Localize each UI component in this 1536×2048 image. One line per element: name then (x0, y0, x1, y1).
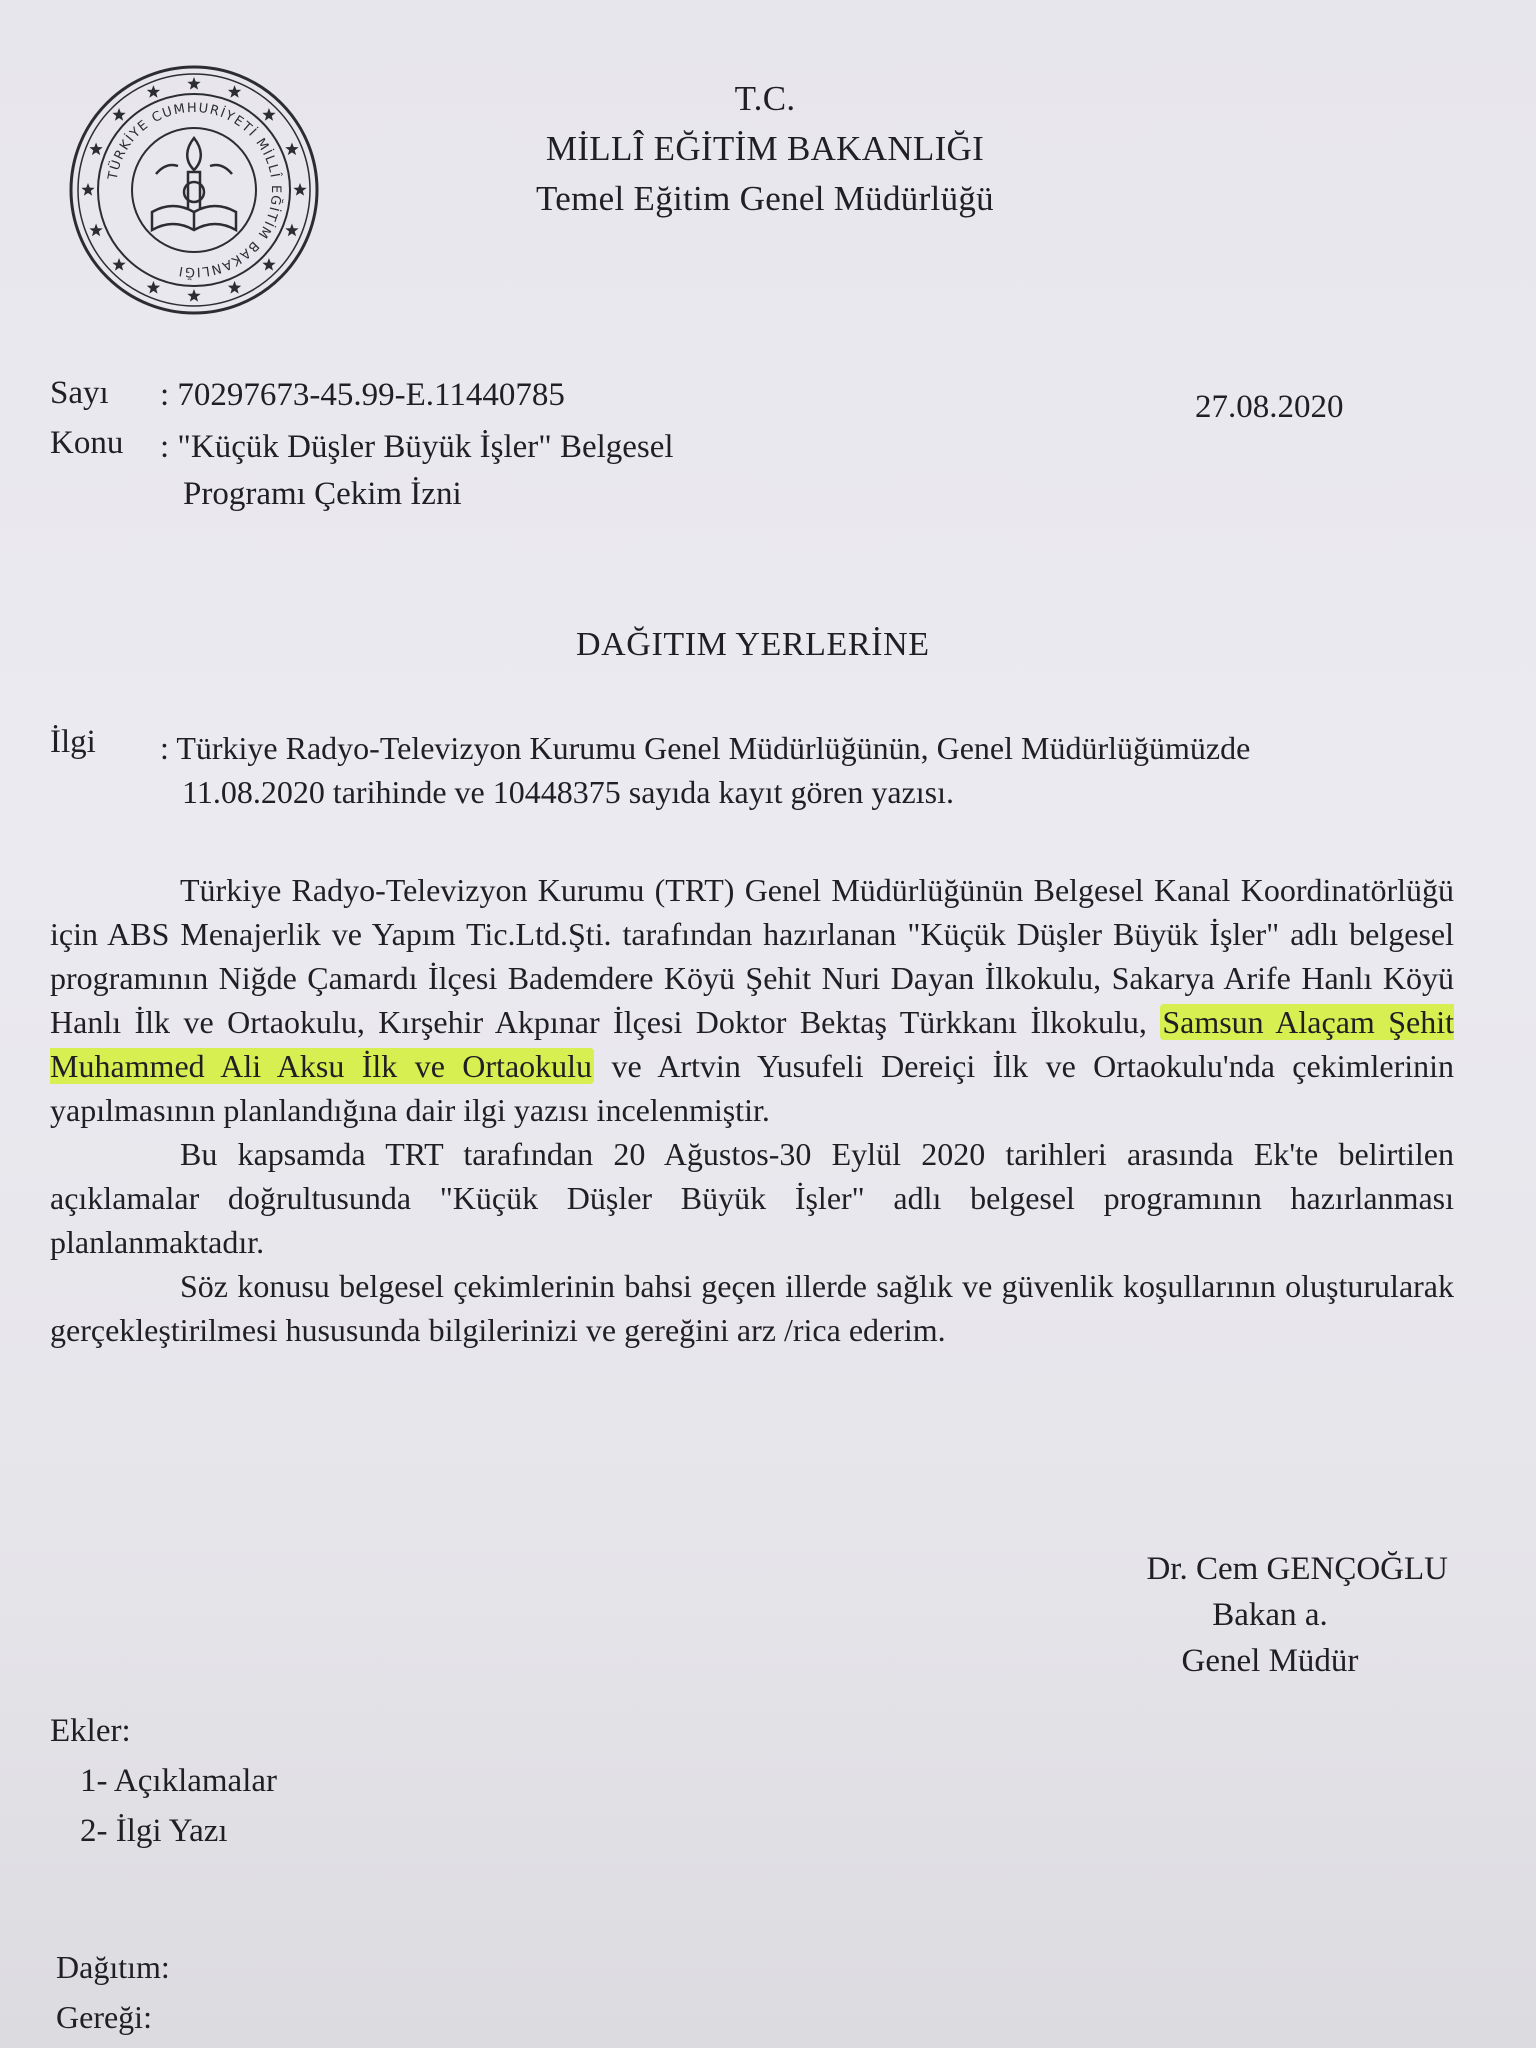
seal-star-icon (187, 77, 200, 90)
attachment-item: 1- Açıklamalar (80, 1763, 278, 1799)
seal-star-icon (112, 258, 125, 271)
konu-value: : "Küçük Düşler Büyük İşler" Belgesel (160, 429, 674, 465)
seal-star-icon (293, 183, 306, 196)
seal-star-icon (147, 85, 160, 98)
distribution-footer (56, 1942, 170, 2042)
sayi-value: : 70297673-45.99-E.11440785 (160, 377, 565, 413)
seal-star-icon (81, 183, 94, 196)
seal-star-icon (228, 281, 241, 294)
p1-text-after: ve Artvin Yusufeli Dereiçi İlk ve Ortaokulu'nda çekimlerinin yapılmasının planlandığına dair ilgi yazısı incelenmiştir. (50, 1048, 1455, 1128)
signatory-title: Genel Müdür (1181, 1643, 1359, 1679)
ilgi-text (160, 726, 1460, 814)
seal-star-icon (147, 281, 160, 294)
highlighted-school-name: Samsun Alaçam Şehit Muhammed Ali Aksu İlk ve Ortaokulu (50, 1004, 1455, 1084)
ministry-seal-logo (66, 62, 322, 318)
geregi-label: Gereği: (56, 1999, 152, 2035)
p1-text-before: Türkiye Radyo-Televizyon Kurumu (TRT) Genel Müdürlüğünün Belgesel Kanal Koordinatörlüğü için ABS Menajerlik ve Yapım Tic.Ltd.Şti. tarafından hazırlanan "Küçük Düşler Büyük İşler" adlı belgesel programının Niğde Çamardı İlçesi Bademdere Köyü Şehit Nuri Dayan İlkokulu, Sakarya Arife Hanlı Köyü Hanlı İlk ve Ortaokulu, Kırşehir Akpınar İlçesi Doktor Bektaş Türkkanı İlkokulu, (50, 872, 1454, 1040)
seal-star-icon (89, 142, 102, 155)
seal-star-icon (228, 85, 241, 98)
seal-graphic (66, 62, 322, 318)
body-paragraph-2: Bu kapsamda TRT tarafından 20 Ağustos-30 Eylül 2020 tarihleri arasında Ek'te belirtilen açıklamalar doğrultusunda "Küçük Düşler Büyük İşler" adlı belgesel programının hazırlanması planlanmaktadır. (50, 1136, 1454, 1260)
body-paragraph-3: Söz konusu belgesel çekimlerinin bahsi geçen illerde sağlık ve güvenlik koşullarının oluşturularak gerçekleştirilmesi hususunda bilgilerinizi ve gereğini arz /rica ederim. (50, 1268, 1454, 1348)
attachment-item: 2- İlgi Yazı (80, 1813, 228, 1849)
seal-star-icon (285, 142, 298, 155)
konu-value-continued: Programı Çekim İzni (183, 476, 462, 512)
ilgi-line-2: 11.08.2020 tarihinde ve 10448375 sayıda kayıt gören yazısı. (182, 774, 954, 810)
document-date: 27.08.2020 (1195, 389, 1344, 425)
seal-star-icon (285, 224, 298, 237)
header-tc: T.C. (734, 79, 796, 118)
ilgi-line-1: : Türkiye Radyo-Televizyon Kurumu Genel Müdürlüğünün, Genel Müdürlüğümüzde (160, 730, 1251, 766)
attachments-label: Ekler: (50, 1713, 131, 1749)
header-ministry: MİLLÎ EĞİTİM BAKANLIĞI (545, 129, 985, 168)
letterhead (420, 74, 1110, 224)
signatory-authority: Bakan a. (1212, 1597, 1328, 1633)
seal-star-icon (89, 224, 102, 237)
seal-star-icon (112, 108, 125, 121)
konu-label: Konu (50, 425, 124, 461)
seal-star-icon (262, 108, 275, 121)
signature-block (1070, 1546, 1470, 1684)
seal-ring-text: TÜRKİYE CUMHURİYETİ MİLLÎ EĞİTİM BAKANLIĞI (105, 100, 284, 280)
distribution-title: DAĞITIM YERLERİNE (576, 626, 930, 663)
ilgi-label: İlgi (50, 724, 96, 760)
seal-star-icon (262, 258, 275, 271)
attachments-section (50, 1706, 277, 1856)
seal-star-icon (187, 289, 200, 302)
letter-body (50, 868, 1454, 1352)
sayi-label: Sayı (50, 375, 109, 411)
signatory-name: Dr. Cem GENÇOĞLU (1146, 1551, 1448, 1587)
header-directorate: Temel Eğitim Genel Müdürlüğü (536, 179, 994, 218)
body-paragraph-1 (50, 868, 1454, 1132)
dagitim-label: Dağıtım: (56, 1949, 170, 1985)
